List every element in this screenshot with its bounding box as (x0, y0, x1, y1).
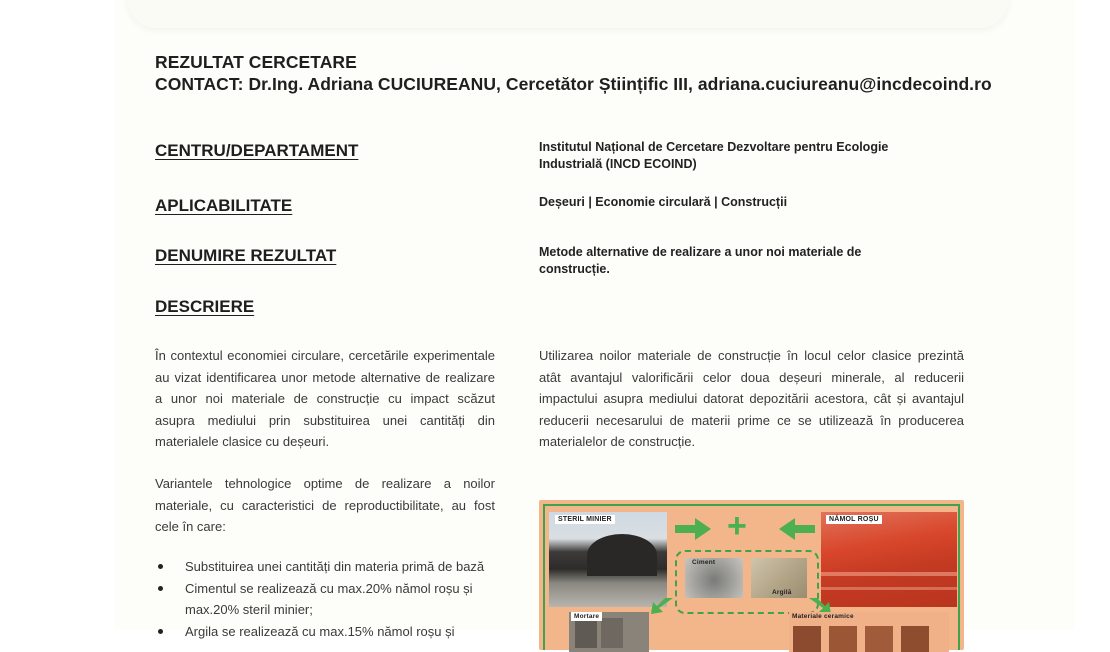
plus-sign: + (727, 507, 747, 545)
namol-rosu-photo (821, 512, 957, 607)
denumire-value: Metode alternative de realizare a unor noi materiale de construcție. (539, 245, 862, 276)
description-left-p1: În contextul economiei circulare, cercetările experimentale au vizat identificarea unor metode alternative de realizare a unor noi materiale de construcție cu impact scăzut asupra mediului prin substituirea unei cantități din materialele clasice cu deșeuri. (155, 348, 495, 450)
left-arrow-icon (779, 518, 815, 540)
argila-label: Argilă (772, 589, 792, 596)
result-heading: REZULTAT CERCETARE (155, 52, 357, 72)
list-item: Argila se realizează cu max.15% nămol roșu și (155, 621, 495, 643)
ciment-label: Ciment (692, 559, 716, 566)
centru-value: Institutul Național de Cercetare Dezvoltare pentru Ecologie Industrială (INCD ECOIND) (539, 140, 889, 171)
mortare-label: Mortare (571, 612, 602, 621)
denumire-label: DENUMIRE REZULTAT (155, 246, 337, 265)
down-left-arrow-icon (651, 598, 673, 614)
namol-rosu-label: NĂMOL ROȘU (826, 515, 882, 524)
right-arrow-icon (675, 518, 711, 540)
descriere-label: DESCRIERE (155, 297, 255, 316)
list-item: Substituirea unei cantități din materia primă de bază (155, 556, 495, 578)
contact-line: CONTACT: Dr.Ing. Adriana CUCIUREANU, Cercetător Științific III, adriana.cuciureanu@incdecoind.ro (155, 74, 992, 94)
top-card (128, 0, 1008, 28)
list-item: Cimentul se realizează cu max.20% nămol roșu și max.20% steril minier; (155, 578, 495, 621)
bullet-list (155, 556, 495, 642)
centru-label: CENTRU/DEPARTAMENT (155, 141, 359, 160)
description-left-p2: Variantele tehnologice optime de realizare a noilor materiale, cu caracteristici de reproductibilitate, au fost cele în care: (155, 476, 495, 535)
aplicabilitate-value: Deșeuri | Economie circulară | Construcții (539, 195, 788, 209)
aplicabilitate-label: APLICABILITATE (155, 196, 293, 215)
description-right-p1: Utilizarea noilor materiale de construcție în locul celor clasice prezintă atât avantajul valorificării celor doua deșeuri minerale, al reducerii impactului asupra mediului datorat depozitării acestora, cât și avantajul reducerii necesarului de materii prime ce se utilizează în producerea materialelor de construcție. (539, 348, 964, 450)
steril-minier-label: STERIL MINIER (555, 515, 615, 524)
materiale-ceramice-label: Materiale ceramice (792, 613, 854, 620)
steril-minier-photo (549, 512, 667, 607)
process-figure (539, 500, 964, 650)
